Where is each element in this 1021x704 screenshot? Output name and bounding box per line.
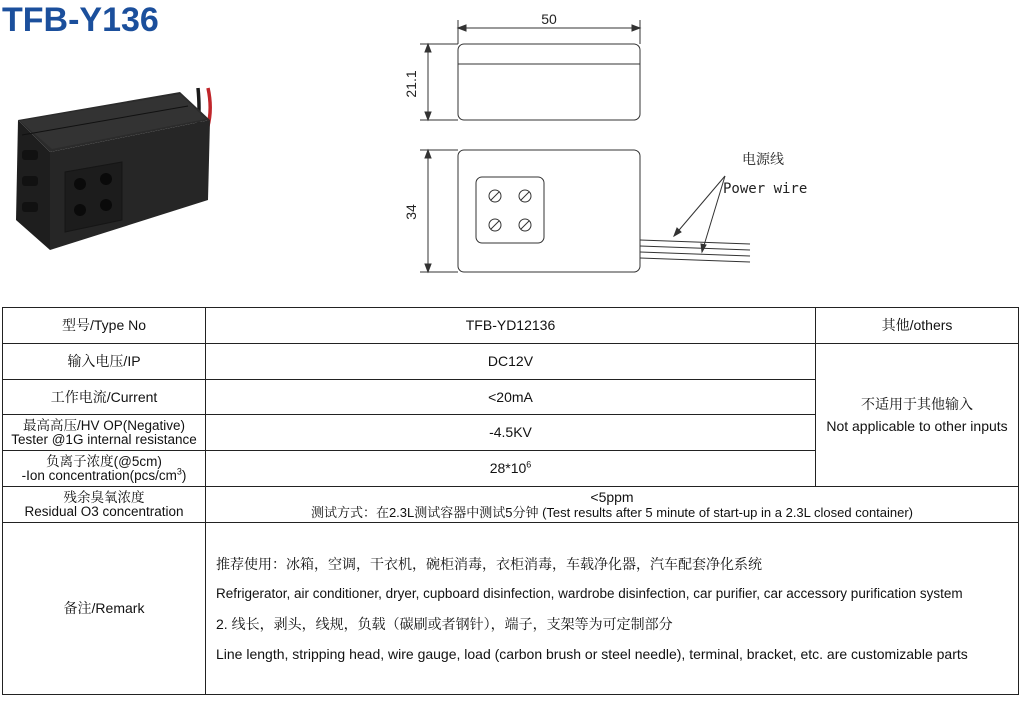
current-value: <20mA (206, 380, 816, 415)
ion-label-line1: 负离子浓度(@5cm) (46, 453, 162, 469)
ozone-label-cn: 残余臭氧浓度 (63, 489, 145, 505)
ozone-test-note: 测试方式：在2.3L测试容器中测试5分钟 (Test results after 5 minute of start-up in a 2.3L closed container) (310, 504, 914, 520)
hv-value: -4.5KV (206, 415, 816, 451)
type-label: 型号/Type No (3, 308, 206, 344)
table-row-voltage (3, 344, 1019, 380)
ozone-label (3, 487, 206, 523)
product-photo (10, 80, 240, 260)
table-row-remark (3, 523, 1019, 695)
hv-label-line2: Tester @1G internal resistance (11, 431, 197, 447)
type-value: TFB-YD12136 (206, 308, 816, 344)
others-value-en: Not applicable to other inputs (826, 418, 1008, 434)
wire-label-en: Power wire (723, 181, 808, 197)
remark-label: 备注/Remark (3, 523, 206, 695)
voltage-value: DC12V (206, 344, 816, 380)
remark-line-1: 推荐使用：冰箱，空调，干衣机，碗柜消毒，衣柜消毒，车载净化器，汽车配套净化系统 (216, 555, 762, 572)
product-title: TFB-Y136 (2, 1, 159, 39)
spec-table (2, 307, 1019, 695)
voltage-label: 输入电压/IP (3, 344, 206, 380)
ozone-label-en: Residual O3 concentration (24, 503, 184, 519)
table-row-type (3, 308, 1019, 344)
remark-line-3: 2. 线长，剥头，线规，负载（碳刷或者钢针），端子，支架等为可定制部分 (216, 615, 673, 632)
remark-line-4: Line length, stripping head, wire gauge, load (carbon brush or steel needle), terminal, bracket, etc. are customizable parts (216, 645, 968, 662)
ion-label-line2: -Ion $concentration(pcs/cm^3)$ (21, 466, 187, 483)
height-dimension-label: 21.1 (403, 70, 419, 98)
ozone-value (206, 487, 1019, 523)
ion-value: $28*10^6$ (206, 451, 816, 487)
current-label: 工作电流/Current (3, 380, 206, 415)
others-label: 其他/others (816, 308, 1019, 344)
remark-line-2: Refrigerator, air conditioner, dryer, cupboard disinfection, wardrobe disinfection, car purifier, car accessory purification system (216, 585, 963, 601)
hv-label-line1: 最高高压/HV OP(Negative) (22, 417, 186, 433)
others-value (816, 344, 1019, 487)
table-row-ozone (3, 487, 1019, 523)
wire-label-cn: 电源线 (742, 152, 784, 168)
others-value-cn: 不适用于其他输入 (861, 396, 973, 412)
depth-dimension-label: 34 (403, 204, 419, 220)
ozone-value-main: <5ppm (590, 488, 634, 505)
remark-content (206, 523, 1019, 695)
dimension-drawing (380, 0, 820, 290)
width-dimension-label: 50 (541, 11, 557, 27)
hv-label (3, 415, 206, 451)
ion-label (3, 451, 206, 487)
